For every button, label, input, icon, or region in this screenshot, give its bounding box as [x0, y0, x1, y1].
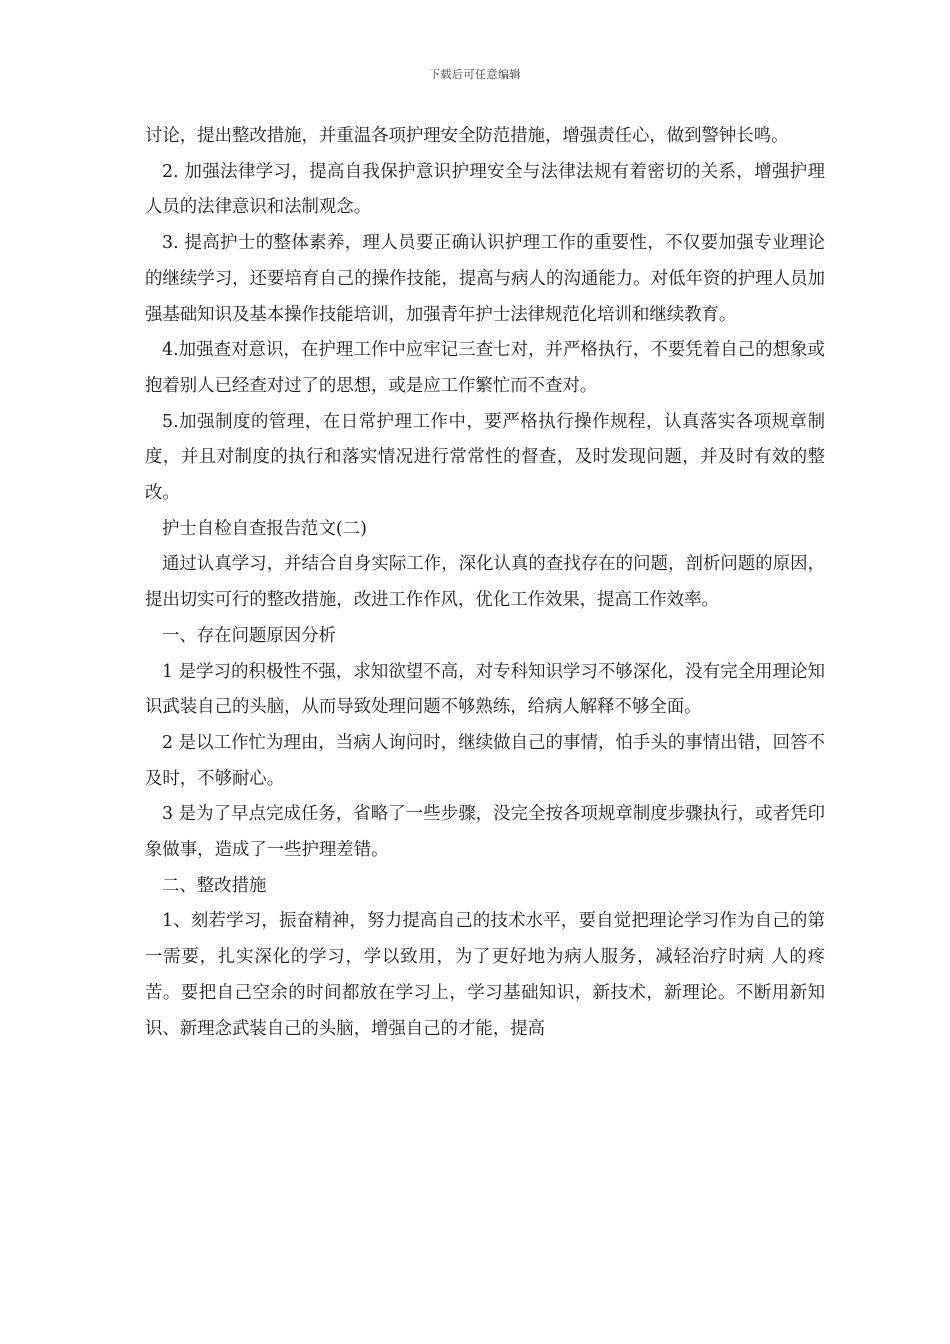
section-heading-causes: 一、存在问题原因分析: [162, 625, 336, 646]
document-body: [145, 119, 825, 1047]
paragraph-measure-1: 1、刻若学习，振奋精神，努力提高自己的技术水平，要自觉把理论学习作为自己的第一需要，扎实深化的学习，学以致用，为了更好地为病人服务，减轻治疗时病 人的疼苦。要把自己空余的时间都放在学习上，学习基础知识，新技术，新理论。不断用新知识、新理念武装自己的头脑，增强自己的才能，提高: [145, 911, 825, 1039]
paragraph-cause-1: 1 是学习的积极性不强，求知欲望不高，对专科知识学习不够深化，没有完全用理论知识武装自己的头脑，从而导致处理问题不够熟练，给病人解释不够全面。: [145, 661, 825, 718]
paragraph-item-4: 4.加强查对意识，在护理工作中应牢记三查七对，并严格执行，不要凭着自己的想象或抱着别人已经查对过了的思想，或是应工作繁忙而不查对。: [145, 340, 825, 396]
paragraph-cause-2: 2 是以工作忙为理由，当病人询问时，继续做自己的事情，怕手头的事情出错，回答不及时，不够耐心。: [145, 732, 825, 789]
paragraph-continuation: 讨论，提出整改措施，并重温各项护理安全防范措施，增强责任心，做到警钟长鸣。: [145, 126, 789, 146]
paragraph-item-5: 5.加强制度的管理，在日常护理工作中，要严格执行操作规程，认真落实各项规章制度，并且对制度的执行和落实情况进行常常性的督查，及时发现问题，并及时有效的整改。: [145, 411, 825, 504]
page-header-note: 下载后可任意编辑: [429, 68, 521, 81]
paragraph-item-3: 3. 提高护士的整体素养，理人员要正确认识护理工作的重要性，不仅要加强专业理论的继续学习，还要培育自己的操作技能，提高与病人的沟通能力。对低年资的护理人员加强基础知识及基本操作技能培训，加强青年护士法律规范化培训和继续教育。: [145, 233, 825, 325]
section-heading-measures: 二、整改措施: [162, 875, 267, 896]
paragraph-intro: 通过认真学习，并结合自身实际工作，深化认真的查找存在的问题，剖析问题的原因，提出切实可行的整改措施，改进工作作风，优化工作效果，提高工作效率。: [145, 554, 825, 611]
report-title-2: 护士自检自查报告范文(二): [162, 518, 367, 539]
paragraph-item-2: 2. 加强法律学习，提高自我保护意识护理安全与法律法规有着密切的关系，增强护理人员的法律意识和法制观念。: [145, 161, 825, 218]
paragraph-cause-3: 3 是为了早点完成任务，省略了一些步骤，没完全按各项规章制度步骤执行，或者凭印象做事，造成了一些护理差错。: [145, 804, 825, 861]
